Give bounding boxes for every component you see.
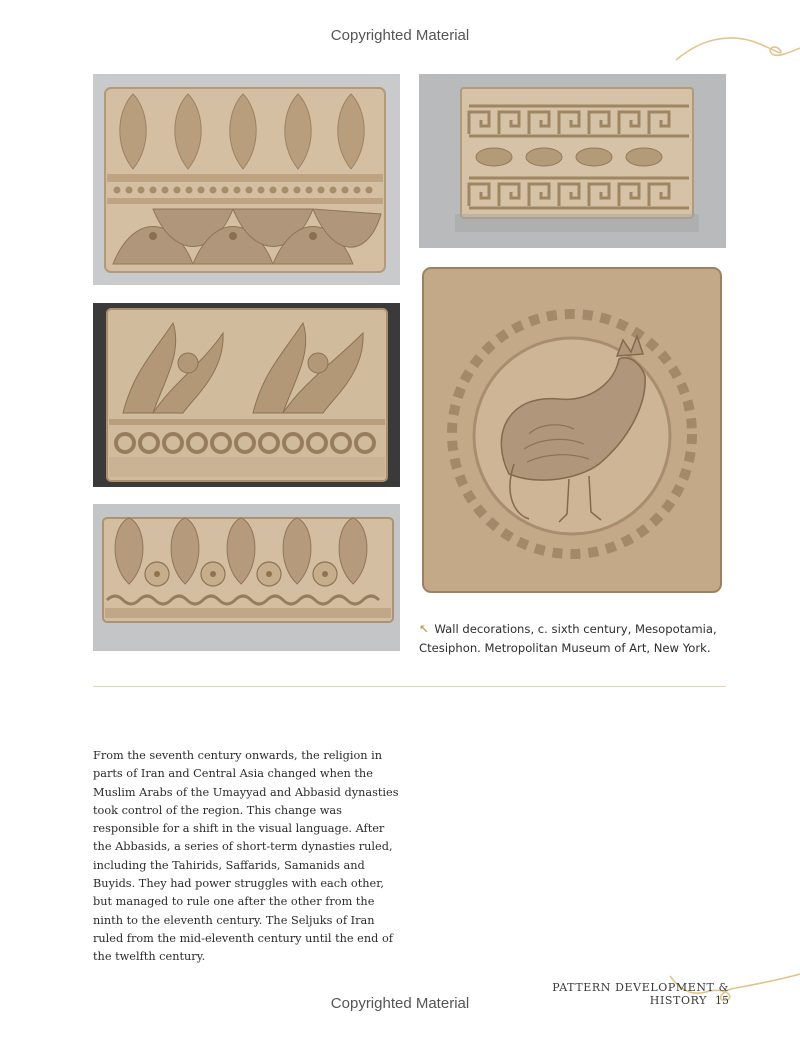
- page-number: 15: [715, 994, 729, 1007]
- arrow-up-left-icon: ↖: [419, 622, 429, 636]
- photo-palmette-leaf-frieze: [93, 74, 400, 285]
- running-head: PATTERN DEVELOPMENT & HISTORY: [552, 981, 729, 1007]
- swirl-ornament-top: [672, 30, 800, 64]
- photo-rooster-medallion-tile: [419, 264, 726, 595]
- body-paragraph: From the seventh century onwards, the religion in parts of Iran and Central Asia changed when the Muslim Arabs of the Umayyad and Abbasid dynasties took control of the region. This change was responsible for a shift in the visual language. After the Abbasids, a series of short-term dynasties ruled, including the Tahirids, Saffarids, Samanids and Buyids. They had power struggles with each other, but managed to rule one after the other from the ninth to the eleventh century. The Seljuks of Iran ruled from the mid-eleventh century until the end of the twelfth century.: [93, 749, 399, 964]
- watermark-top: Copyrighted Material: [330, 27, 470, 44]
- photo-meander-rosette-tile: [419, 74, 726, 248]
- photo-palmette-rosette-frieze: [93, 504, 400, 651]
- photo-vine-roundel-tile: [93, 303, 400, 487]
- section-divider: [93, 686, 726, 687]
- watermark-bottom: Copyrighted Material: [330, 995, 470, 1012]
- photo-caption: [419, 620, 739, 658]
- caption-text: Wall decorations, c. sixth century, Mesopotamia, Ctesiphon. Metropolitan Museum of Art, New York.: [419, 622, 717, 655]
